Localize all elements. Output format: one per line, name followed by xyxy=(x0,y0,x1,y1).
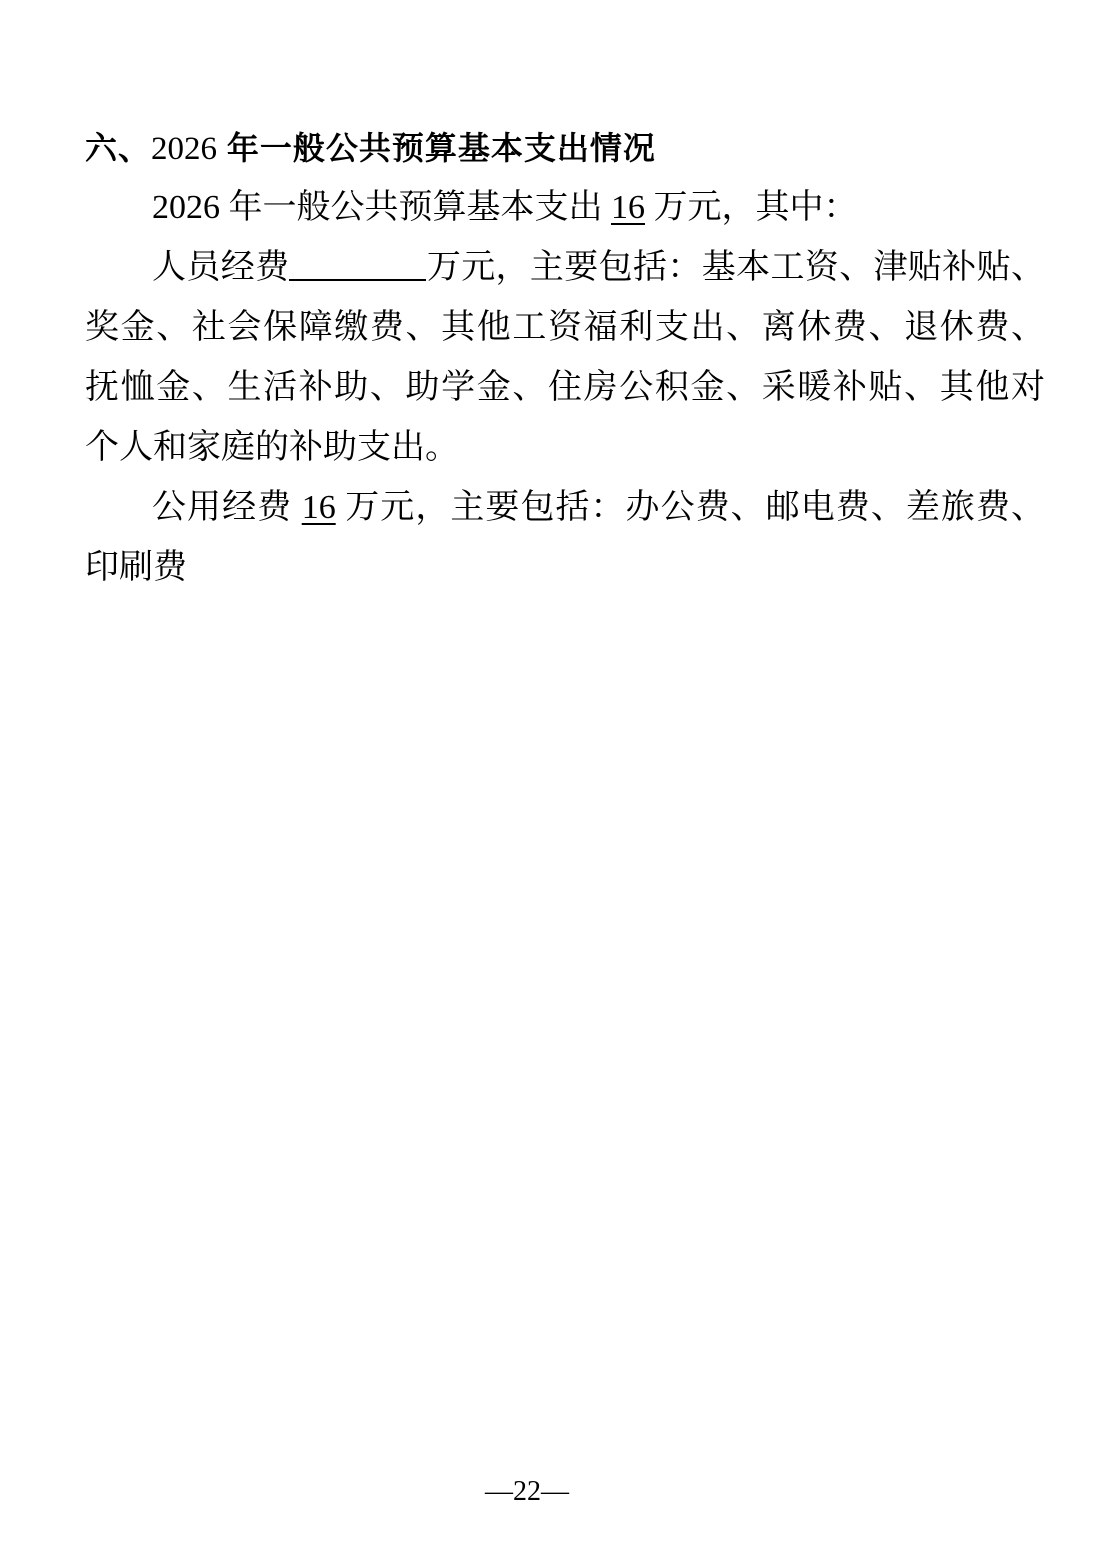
public-funds-amount-underlined: 16 xyxy=(301,489,336,526)
public-funds-text-after: 万元，主要包括：办公费、邮电费、差旅费、 xyxy=(335,489,1046,526)
section-heading xyxy=(85,118,1045,178)
total-text-after: 万元，其中： xyxy=(645,189,858,226)
section-heading-prefix: 六、 xyxy=(85,130,152,166)
public-funds-paragraph-line1 xyxy=(85,478,1045,538)
section-heading-suffix: 年一般公共预算基本支出情况 xyxy=(217,130,656,166)
blank-amount-underline xyxy=(289,278,426,281)
personnel-paragraph-line2: 奖金、社会保障缴费、其他工资福利支出、离休费、退休费、 xyxy=(85,309,1045,346)
personnel-paragraph-line1 xyxy=(85,238,1045,298)
personnel-paragraph-line4: 个人和家庭的补助支出。 xyxy=(85,429,459,466)
personnel-label: 人员经费 xyxy=(152,249,290,286)
section-heading-year: 2026 xyxy=(151,131,218,167)
personnel-paragraph-line3: 抚恤金、生活补助、助学金、住房公积金、采暖补贴、其他对 xyxy=(85,369,1045,406)
personnel-text-after: 万元，主要包括：基本工资、津贴补贴、 xyxy=(426,249,1046,286)
document-body xyxy=(85,118,1045,598)
page-number: —22— xyxy=(485,1476,569,1507)
total-amount-underlined: 16 xyxy=(611,189,645,226)
paragraph-total-expenditure xyxy=(85,178,1045,238)
public-funds-paragraph-line2: 印刷费 xyxy=(85,549,187,586)
public-funds-label: 公用经费 xyxy=(152,489,302,526)
total-text-before: 2026 年一般公共预算基本支出 xyxy=(152,189,611,226)
